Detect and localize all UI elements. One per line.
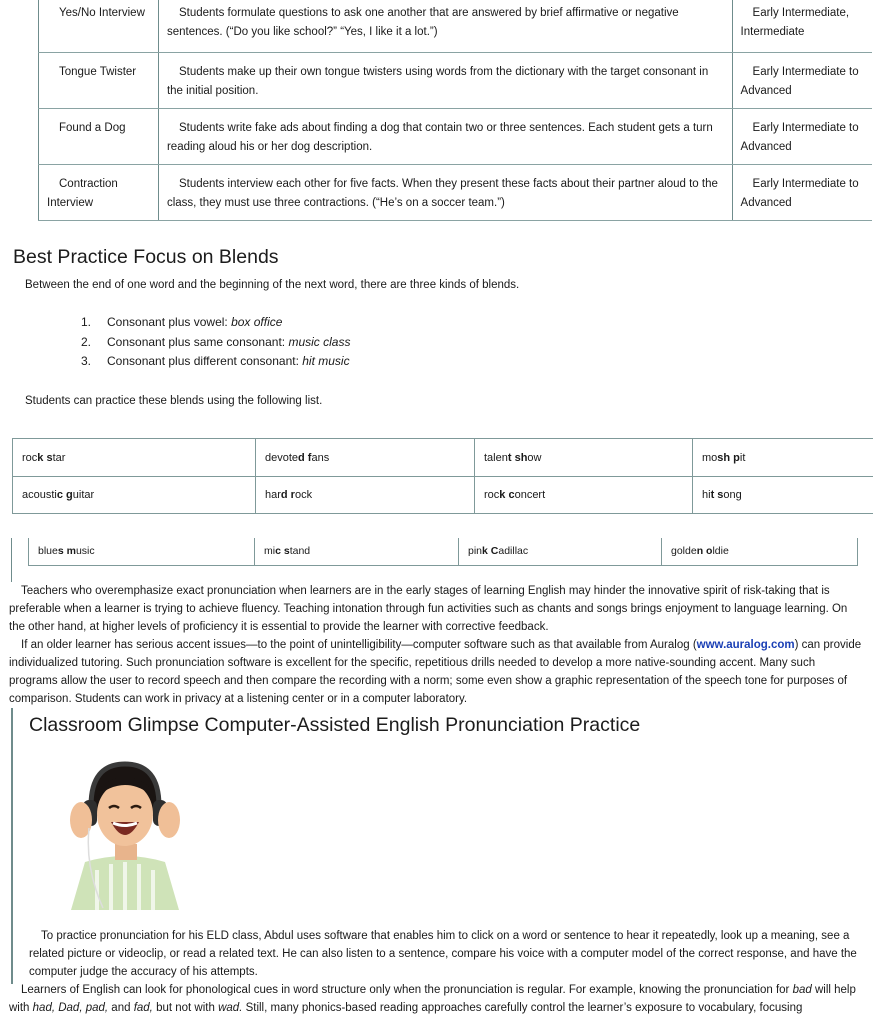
glimpse-border xyxy=(11,708,13,984)
activity-name: Contraction Interview xyxy=(39,164,159,220)
left-rule xyxy=(11,538,12,582)
table-row xyxy=(13,477,873,514)
blend-word: acoustic guitar xyxy=(13,477,256,514)
paragraph-overemphasize: Teachers who overemphasize exact pronunciation when learners are in the early stages of learning English may hinder the innovative spirit of risk-taking that is preferable when a learner is trying to achieve fluency. Teaching intonation through fun activities such as chants and songs brings enjoyment to language learning. On the other hand, at higher levels of proficiency it is essential to provide the learner with corrective feedback. xyxy=(9,585,848,633)
table-row xyxy=(39,0,873,52)
blend-words-table-continued xyxy=(28,538,858,566)
paragraph-software: If an older learner has serious accent issues—to the point of unintelligibility—computer software such as that available from Auralog (www.auralog.com) can provide individualized tutoring. Such pronunciation software is excellent for the specific, repetitious drills needed to develop a more native-sounding accent. Many such programs allow the user to record speech and then compare the recording with a norm; some even show a graphic representation of the speech tone for purposes of comparison. Students can work in privacy at a listening center or in a computer laboratory. xyxy=(9,639,862,705)
activity-name: Tongue Twister xyxy=(39,52,159,108)
blend-word: talent show xyxy=(475,439,693,477)
activities-table xyxy=(38,0,872,221)
table-row xyxy=(29,538,858,565)
activity-level: Early Intermediate to Advanced xyxy=(732,164,872,220)
glimpse-heading: Classroom Glimpse Computer-Assisted English Pronunciation Practice xyxy=(29,714,641,736)
auralog-link[interactable]: www.auralog.com xyxy=(696,639,795,651)
activity-level: Early Intermediate, Intermediate xyxy=(732,0,872,52)
blends-heading: Best Practice Focus on Blends xyxy=(13,246,279,268)
paragraph-phonological: Learners of English can look for phonological cues in word structure only when the pronunciation is regular. For example, knowing the pronunciation for bad will help with had, Dad, pad, and fad, but not with wad. Still, many phonics-based reading approaches carefully control the learner’s exposure to vocabulary, focusing xyxy=(9,984,856,1014)
table-row xyxy=(39,164,873,220)
table-row xyxy=(39,108,873,164)
boy-headphones-photo xyxy=(67,758,183,910)
blends-list xyxy=(81,313,350,372)
table-row xyxy=(39,52,873,108)
activity-description: Students write fake ads about finding a dog that contain two or three sentences. Each student gets a turn reading aloud his or her dog description. xyxy=(158,108,732,164)
blend-word: golden oldie xyxy=(662,538,858,565)
blend-word: hard rock xyxy=(256,477,475,514)
activity-level: Early Intermediate to Advanced xyxy=(732,52,872,108)
blend-words-table xyxy=(12,438,873,514)
activity-level: Early Intermediate to Advanced xyxy=(732,108,872,164)
list-item: 3. Consonant plus different consonant: hit music xyxy=(81,354,350,368)
list-item: 2. Consonant plus same consonant: music class xyxy=(81,334,351,349)
activity-name: Yes/No Interview xyxy=(39,0,159,52)
blend-word: mic stand xyxy=(255,538,459,565)
glimpse-text: To practice pronunciation for his ELD class, Abdul uses software that enables him to click on a word or sentence to hear it repeatedly, look up a meaning, see a related picture or videoclip, or read a related text. He can also listen to a sentence, compare his voice with a computer model of the correct response, and have the computer judge the accuracy of his attempts. xyxy=(29,930,857,978)
blend-word: blues music xyxy=(29,538,255,565)
table-row xyxy=(13,439,873,477)
blend-word: pink Cadillac xyxy=(459,538,662,565)
blend-word: rock concert xyxy=(475,477,693,514)
activity-description: Students formulate questions to ask one another that are answered by brief affirmative or negative sentences. (“Do you like school?” “Yes, I like it a lot.”) xyxy=(158,0,732,52)
list-item: 1. Consonant plus vowel: box office xyxy=(81,315,283,329)
practice-text: Students can practice these blends using the following list. xyxy=(25,395,323,407)
blend-word: mosh pit xyxy=(693,439,873,477)
activity-name: Found a Dog xyxy=(39,108,159,164)
blend-word: devoted fans xyxy=(256,439,475,477)
blend-word: rock star xyxy=(13,439,256,477)
activity-description: Students make up their own tongue twisters using words from the dictionary with the target consonant in the initial position. xyxy=(158,52,732,108)
blends-intro: Between the end of one word and the beginning of the next word, there are three kinds of blends. xyxy=(25,279,520,291)
activity-description: Students interview each other for five facts. When they present these facts about their partner aloud to the class, they must use three contractions. (“He’s on a soccer team.”) xyxy=(158,164,732,220)
blend-word: hit song xyxy=(693,477,873,514)
